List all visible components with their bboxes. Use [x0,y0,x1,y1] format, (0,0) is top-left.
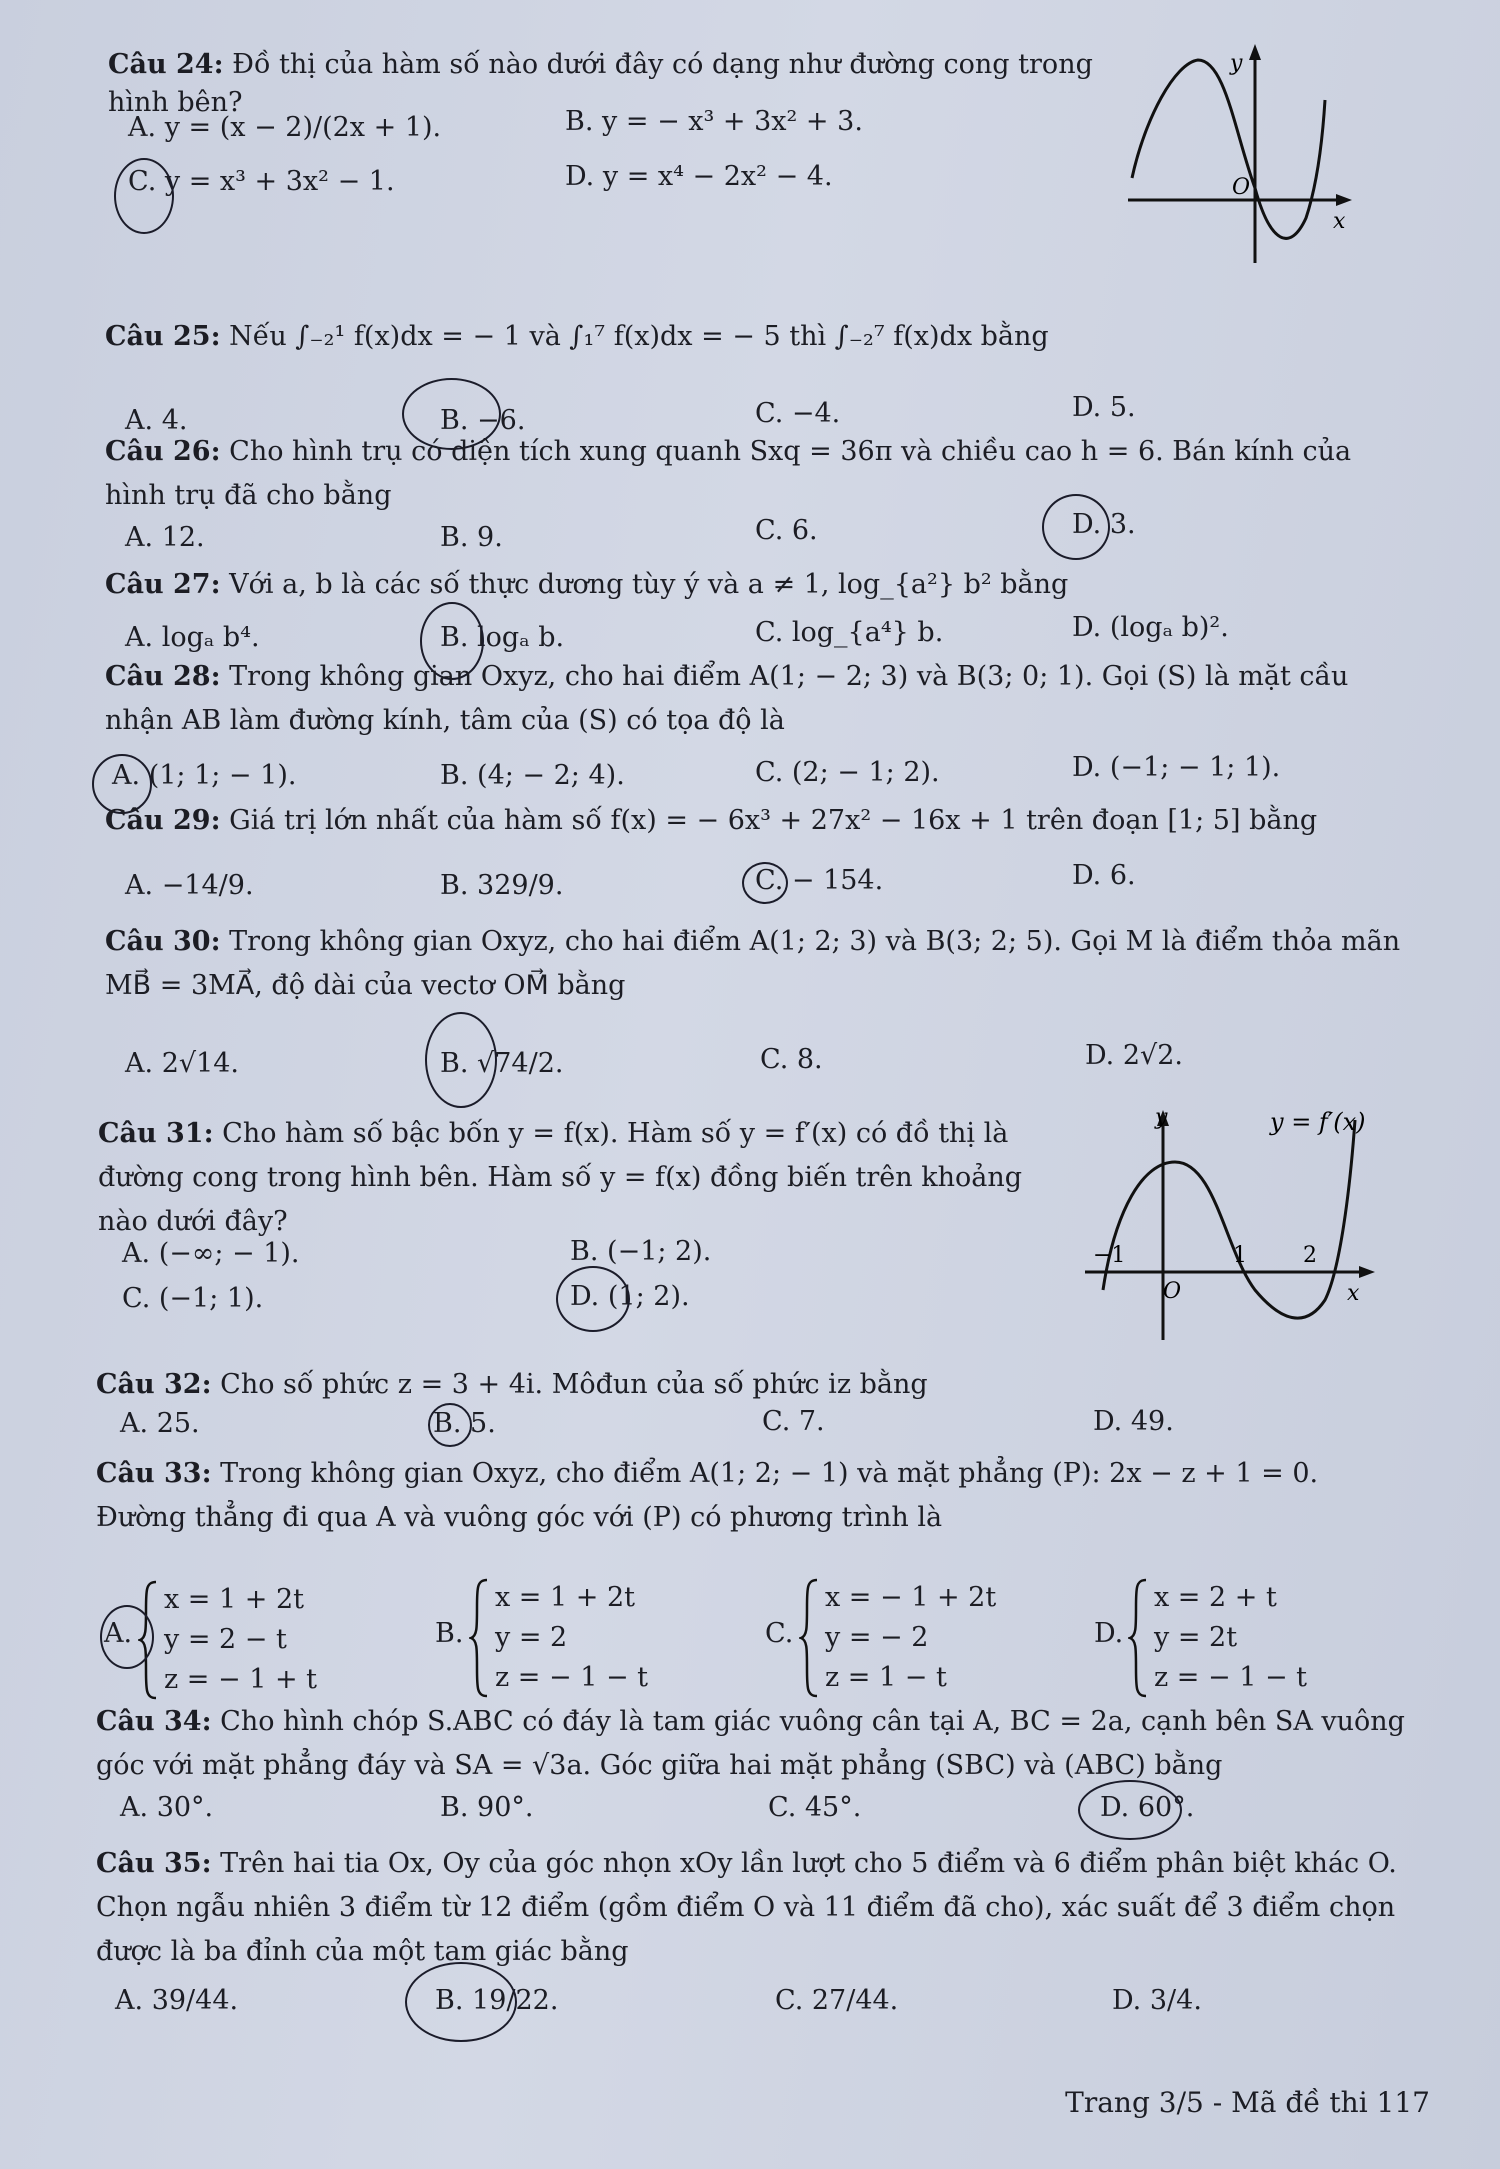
question-34: Câu 34: Cho hình chóp S.ABC có đáy là tam giác vuông cân tại A, BC = 2a, cạnh bên SA vuông góc với mặt phẳng đáy và SA = √3a. Góc giữa hai mặt phẳng (SBC) và (ABC) bằng [96,1706,1405,1781]
q26-option-c: C. 6. [755,515,818,546]
q30-option-d: D. 2√2. [1085,1040,1184,1071]
q34-option-a: A. 30°. [120,1792,214,1823]
cubic-curve [1132,60,1325,238]
q28-option-c: C. (2; − 1; 2). [755,757,940,788]
q30-option-b: B. √74/2. [440,1048,564,1079]
q28-option-b: B. (4; − 2; 4). [440,760,625,791]
hand-circle-mark [556,1266,630,1332]
equation-line: z = − 1 + t [164,1664,318,1695]
equation-line: x = − 1 + 2t [825,1582,997,1613]
question-31: Câu 31: Cho hàm số bậc bốn y = f(x). Hàm số y = f′(x) có đồ thị là đường cong trong hình bên. Hàm số y = f(x) đồng biến trên khoảng nào dưới đây? [98,1118,1023,1237]
hand-circle-mark [742,862,788,904]
q31-option-a: A. (−∞; − 1). [122,1238,300,1269]
hand-circle-mark [405,1962,517,2042]
question-35: Câu 35: Trên hai tia Ox, Oy của góc nhọn xOy lần lượt cho 5 điểm và 6 điểm phân biệt khác O. Chọn ngẫu nhiên 3 điểm từ 12 điểm (gồm điểm O và 11 điểm đã cho), xác suất để 3 điểm chọn được là ba đỉnh của một tam giác bằng [96,1848,1397,1967]
q28-option-d: D. (−1; − 1; 1). [1072,752,1281,783]
x-label: x [1347,1281,1360,1306]
equation-line: y = 2 − t [164,1624,287,1655]
q34-option-b: B. 90°. [440,1792,534,1823]
origin-label: O [1232,175,1251,200]
q35-option-a: A. 39/44. [115,1985,239,2016]
q31-option-c: C. (−1; 1). [122,1283,264,1314]
q32-option-d: D. 49. [1093,1406,1174,1437]
x-arrow-icon [1336,194,1352,206]
hand-circle-mark [428,1403,472,1447]
origin-label: O [1163,1279,1182,1304]
tick-label: 2 [1303,1243,1317,1268]
q31-option-b: B. (−1; 2). [570,1236,712,1267]
equation-line: x = 1 + 2t [495,1582,636,1613]
q35-option-d: D. 3/4. [1112,1985,1202,2016]
question-33: Câu 33: Trong không gian Oxyz, cho điểm A(1; 2; − 1) và mặt phẳng (P): 2x − z + 1 = 0. Đường thẳng đi qua A và vuông góc với (P) có phương trình là [96,1458,1319,1533]
equation-line: x = 1 + 2t [164,1584,305,1615]
question-26: Câu 26: Cho hình trụ có diện tích xung quanh Sxq = 36π và chiều cao h = 6. Bán kính của hình trụ đã cho bằng [105,436,1352,511]
q26-option-d: D. 3. [1072,509,1136,540]
q29-option-b: B. 329/9. [440,870,564,901]
q34-option-d: D. 60°. [1100,1792,1195,1823]
q30-option-c: C. 8. [760,1044,823,1075]
q26-option-a: A. 12. [125,522,205,553]
q27-option-b: B. logₐ b. [440,622,565,653]
hand-circle-mark [1042,494,1110,560]
question-30: Câu 30: Trong không gian Oxyz, cho hai điểm A(1; 2; 3) và B(3; 2; 5). Gọi M là điểm thỏa mãn MB⃗ = 3MA⃗, độ dài của vectơ OM⃗ bằng [105,926,1401,1001]
q25-option-b: B. −6. [440,405,526,436]
q29-option-c: C. − 154. [755,865,884,896]
equation-line: y = − 2 [825,1622,929,1653]
hand-circle-mark [100,1605,154,1669]
curve-label: y = f′(x) [1270,1108,1366,1136]
equation-line: z = − 1 − t [1154,1662,1308,1693]
question-28: Câu 28: Trong không gian Oxyz, cho hai điểm A(1; − 2; 3) và B(3; 0; 1). Gọi (S) là mặt cầu nhận AB làm đường kính, tâm của (S) có tọa độ là [105,661,1349,736]
equation-line: y = 2 [495,1622,568,1653]
q27-option-d: D. (logₐ b)². [1072,612,1229,643]
q32-option-b: B. 5. [433,1408,496,1439]
q29-option-a: A. −14/9. [125,870,254,901]
equation-line: z = − 1 − t [495,1662,649,1693]
equation-line: z = 1 − t [825,1662,947,1693]
y-label: y [1155,1105,1168,1130]
q24-option-c: C. y = x³ + 3x² − 1. [128,166,395,197]
question-29: Câu 29: Giá trị lớn nhất của hàm số f(x) = − 6x³ + 27x² − 16x + 1 trên đoạn [1; 5] bằng [105,805,1318,836]
tick-label: 1 [1233,1243,1247,1268]
x-arrow-icon [1359,1266,1375,1278]
q27-option-c: C. log_{a⁴} b. [755,617,944,648]
q30-option-a: A. 2√14. [125,1048,240,1079]
q26-option-b: B. 9. [440,522,503,553]
question-24: Câu 24: Đồ thị của hàm số nào dưới đây có dạng như đường cong trong hình bên? [108,49,1093,118]
q24-option-d: D. y = x⁴ − 2x² − 4. [565,161,833,192]
q24-option-b: B. y = − x³ + 3x² + 3. [565,106,863,137]
q28-option-a: A. (1; 1; − 1). [112,760,297,791]
equation-line: y = 2t [1154,1622,1238,1653]
x-label: x [1333,209,1346,234]
brace-icon [1128,1578,1150,1698]
brace-icon [469,1578,491,1698]
q35-option-b: B. 19/22. [435,1985,559,2016]
q24-option-a: A. y = (x − 2)/(2x + 1). [128,112,442,143]
y-arrow-icon [1249,44,1261,60]
exam-page: Câu 24: Đồ thị của hàm số nào dưới đây có dạng như đường cong trong hình bên? A. y = (x − 2)/(2x + 1). B. y = − x³ + 3x² + 3. C. y = x³ + 3x² − 1. D. y = x⁴ − 2x² − 4. y O x Câu 25: Nếu ∫₋₂¹ f(x)dx = − 1 và ∫₁⁷ f(x)dx = − 5 thì ∫₋₂⁷ f(x)dx bằng A. 4. B. −6. C. −4. D. 5. Câu 26: Cho hình trụ có diện tích xung quanh Sxq = 36π và chiều cao h = 6. Bán kính của hình trụ đã cho bằng A. 12. B. 9. C. 6. D. 3. Câu 27: Với a, b là các số thực dương tùy ý và a ≠ 1, log_{a²} b² bằng A. logₐ b⁴. B. logₐ b. C. log_{a⁴} b. D. (logₐ b)². Câu 28: Trong không gian Oxyz, cho hai điểm A(1; − 2; 3) và B(3; 0; 1). Gọi (S) là mặt cầu nhận AB làm đường kính, tâm của (S) có tọa độ là A. (1; 1; − 1). B. (4; − 2; 4). C. (2; − 1; 2). D. (−1; − 1; 1). Câu 29: Giá trị lớn nhất của hàm số f(x) = − 6x³ + 27x² − 16x + 1 trên đoạn [1; 5] bằng A. −14/9. B. 329/9. C. − 154. D. 6. Câu 30: Trong không gian Oxyz, cho hai điểm A(1; 2; 3) và B(3; 2; 5). Gọi M là điểm thỏa mãn MB⃗ = 3MA⃗, độ dài của vectơ OM⃗ bằng A. 2√14. B. √74/2. C. 8. D. 2√2. Câu 31: Cho hàm số bậc bốn y = f(x). Hàm số y = f′(x) có đồ thị là đường cong trong hình bên. Hàm số y = f(x) đồng biến trên khoảng nào dưới đây? A. (−∞; − 1). B. (−1; 2). C. (−1; 1). D. (1; 2). y y = f′(x) −1 1 2 O x Câu 32: Cho số phức z = 3 + 4i. Môđun của số phức iz bằng A. 25. B. 5. C. 7. D. 49. Câu 33: Trong không gian Oxyz, cho điểm A(1; 2; − 1) và mặt phẳng (P): 2x − z + 1 = 0. Đường thẳng đi qua A và vuông góc với (P) có phương trình là A. x = 1 + 2t y = 2 − t z = − 1 + t B. x = 1 + 2t y = 2 z = − 1 − t C. x = − 1 + 2t y = − 2 z = 1 − t D. x = 2 + t y = 2t z = − 1 − t Câu 34: Cho hình chóp S.ABC có đáy là tam giác vuông cân tại A, BC = 2a, cạnh bên SA vuông góc với mặt phẳng đáy và SA = √3a. Góc giữa hai mặt phẳng (SBC) và (ABC) bằng A. 30°. B. 90°. C. 45°. D. 60°. Câu 35: Trên hai tia Ox, Oy của góc nhọn xOy lần lượt cho 5 điểm và 6 điểm phân biệt khác O. Chọn ngẫu nhiên 3 điểm từ 12 điểm (gồm điểm O và 11 điểm đã cho), xác suất để 3 điểm chọn được là ba đỉnh của một tam giác bằng A. 39/44. B. 19/22. C. 27/44. D. 3/4. Trang 3/5 - Mã đề thi 117 [0,0,1500,2169]
q34-option-c: C. 45°. [768,1792,862,1823]
y-label: y [1230,51,1243,76]
hand-circle-mark [1078,1780,1182,1840]
q25-option-a: A. 4. [125,405,188,436]
brace-icon [799,1578,821,1698]
derivative-curve [1103,1120,1355,1318]
q31-option-d: D. (1; 2). [570,1281,690,1312]
q25-option-c: C. −4. [755,398,841,429]
q27-option-a: A. logₐ b⁴. [125,622,260,653]
equation-line: x = 2 + t [1154,1582,1277,1613]
q25-option-d: D. 5. [1072,392,1136,423]
q24-graph [1120,38,1365,273]
question-25: Câu 25: Nếu ∫₋₂¹ f(x)dx = − 1 và ∫₁⁷ f(x)dx = − 5 thì ∫₋₂⁷ f(x)dx bằng [105,321,1049,352]
hand-circle-mark [114,158,174,234]
question-32: Câu 32: Cho số phức z = 3 + 4i. Môđun của số phức iz bằng [96,1369,928,1400]
q32-option-c: C. 7. [762,1406,825,1437]
page-footer: Trang 3/5 - Mã đề thi 117 [1065,2086,1430,2119]
hand-circle-mark [425,1012,497,1108]
q29-option-d: D. 6. [1072,860,1136,891]
q32-option-a: A. 25. [120,1408,200,1439]
question-27: Câu 27: Với a, b là các số thực dương tùy ý và a ≠ 1, log_{a²} b² bằng [105,569,1069,600]
tick-label: −1 [1093,1243,1126,1268]
q35-option-c: C. 27/44. [775,1985,899,2016]
q31-graph [1065,1100,1400,1345]
